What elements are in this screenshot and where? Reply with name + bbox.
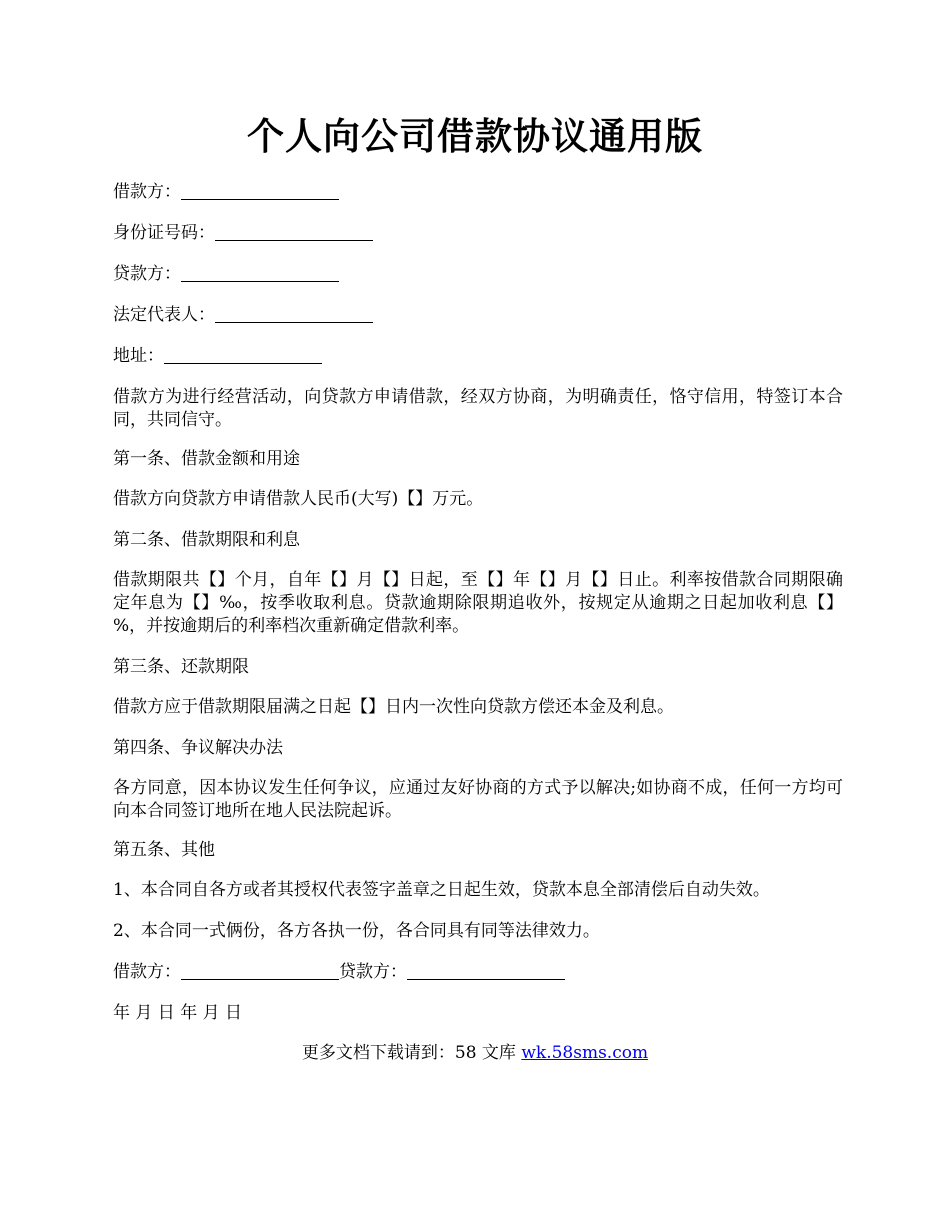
borrower-blank [181, 182, 339, 200]
section-4-body: 各方同意，因本协议发生任何争议，应通过友好协商的方式予以解决;如协商不成，任何一方均可向本合同签订地所在地人民法院起诉。 [113, 778, 843, 821]
id-number-field [113, 222, 843, 245]
borrower-field [113, 181, 843, 204]
section-3-body: 借款方应于借款期限届满之日起【】日内一次性向贷款方偿还本金及利息。 [113, 697, 674, 717]
section-1-body: 借款方向贷款方申请借款人民币(大写)【】万元。 [113, 489, 484, 509]
section-5-heading: 第五条、其他 [113, 840, 215, 860]
section-2-heading: 第二条、借款期限和利息 [113, 530, 300, 550]
legal-rep-label: 法定代表人： [113, 305, 215, 325]
signature-borrower-blank [181, 962, 339, 980]
borrower-label: 借款方： [113, 182, 181, 202]
signature-date-line: 年 月 日 年 月 日 [113, 1003, 243, 1023]
address-label: 地址： [113, 346, 164, 366]
section-1-heading: 第一条、借款金额和用途 [113, 449, 300, 469]
section-5-item-2: 2、本合同一式俩份，各方各执一份，各合同具有同等法律效力。 [113, 921, 600, 941]
section-3-heading: 第三条、还款期限 [113, 657, 249, 677]
legal-rep-field [113, 304, 843, 327]
lender-blank [181, 264, 339, 282]
section-4-heading: 第四条、争议解决办法 [113, 738, 283, 758]
id-number-label: 身份证号码： [113, 223, 215, 243]
document-title: 个人向公司借款协议通用版 [247, 114, 703, 158]
address-field [113, 345, 843, 368]
signature-borrower-label: 借款方： [113, 962, 181, 982]
section-5-item-1: 1、本合同自各方或者其授权代表签字盖章之日起生效，贷款本息全部清偿后自动失效。 [113, 880, 770, 900]
signature-lender-label: 贷款方： [339, 962, 407, 982]
legal-rep-blank [215, 305, 373, 323]
signature-lender-blank [407, 962, 565, 980]
section-2-body: 借款期限共【】个月，自年【】月【】日起，至【】年【】月【】日止。利率按借款合同期限确定年息为【】‰，按季收取利息。贷款逾期除限期追收外，按规定从逾期之日起加收利息【】%，并按逾期后的利率档次重新确定借款利率。 [113, 570, 843, 636]
footer-link[interactable]: wk.58sms.com [521, 1043, 649, 1063]
lender-field [113, 263, 843, 286]
signature-line [113, 961, 843, 984]
intro-paragraph: 借款方为进行经营活动，向贷款方申请借款，经双方协商，为明确责任，恪守信用，特签订本合同，共同信守。 [113, 387, 843, 430]
lender-label: 贷款方： [113, 264, 181, 284]
address-blank [164, 346, 322, 364]
id-number-blank [215, 223, 373, 241]
footer-text: 更多文档下载请到：58 文库 [301, 1043, 522, 1063]
footer [0, 1042, 950, 1065]
